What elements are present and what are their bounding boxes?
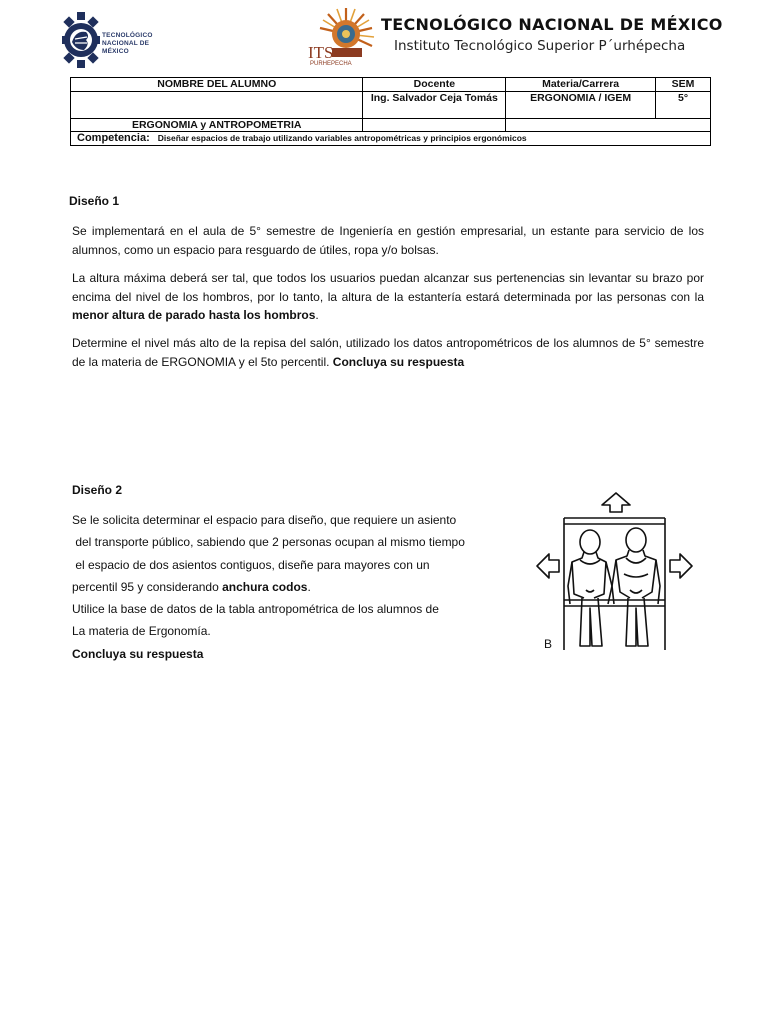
diseno2-body [72,509,502,665]
materia-value: ERGONOMIA / IGEM [506,91,656,118]
student-info-table [70,77,711,146]
diseno2-line-4-text: percentil 95 y considerando [72,579,223,594]
docente-value: Ing. Salvador Ceja Tomás [363,91,506,118]
diseno1-paragraph-1: Se implementará en el aula de 5° semestre de Ingeniería en gestión empresarial, un estante para servicio de los alumnos, como un espacio para resguardo de útiles, ropa y/o bolsas. [72,224,704,257]
its-logo-subtext: PURHEPECHA [310,61,352,66]
table-topic-row [71,118,711,132]
tecnm-logo-line2: NACIONAL DE MÉXICO [102,40,150,55]
diseno2-line-4-end: . [307,579,311,594]
diseno1-p3-text: Determine el nivel más alto de la repisa del salón, utilizado los datos antropométricos de los alumnos de 5° semestre de la materia de ERGONOMIA y el 5to percentil. [72,336,704,369]
table-values-row [71,91,711,118]
seated-persons-figure [532,490,696,654]
competencia-cell [71,132,711,146]
table-competencia-row [71,132,711,146]
institution-title: TECNOLÓGICO NACIONAL DE MÉXICO [381,15,723,34]
diseno2-line-2: del transporte público, sabiendo que 2 personas ocupan al mismo tiempo [72,535,465,550]
diseno2-line-6: La materia de Ergonomía. [72,624,211,639]
header-materia-carrera: Materia/Carrera [506,78,656,92]
header-nombre-alumno: NOMBRE DEL ALUMNO [71,78,363,92]
arrow-up-icon [602,493,630,512]
diseno1-heading: Diseño 1 [69,194,120,208]
competencia-text: Diseñar espacios de trabajo utilizando variables antropométricas y principios ergonómicos [157,133,527,143]
institution-subtitle: Instituto Tecnológico Superior P´urhépecha [394,38,686,54]
its-sun-emblem-icon [306,6,378,66]
arrow-left-icon [537,554,559,578]
blank-cell [506,118,711,132]
tecnm-logo-line1: TECNOLÓGICO [102,32,153,39]
diseno1-p2-end: . [315,308,319,322]
diseno2-line-3: el espacio de dos asientos contiguos, diseñe para mayores con un [72,557,430,572]
sem-value: 5° [656,91,711,118]
diseno1-p2-emphasis: menor altura de parado hasta los hombros [72,308,316,322]
its-logo [306,6,378,66]
topic-cell: ERGONOMIA y ANTROPOMETRIA [71,118,363,132]
competencia-label: Competencia: [77,132,150,144]
arrow-right-icon [670,554,692,578]
page-header [0,0,768,78]
diseno1-p3-emphasis: Concluya su respuesta [332,354,465,369]
table-header-row [71,78,711,92]
diseno2-line-7: Concluya su respuesta [72,646,204,661]
diseno2-heading: Diseño 2 [72,483,123,497]
diseno1-paragraph-3 [72,334,704,371]
header-docente: Docente [363,78,506,92]
figure-label-b: B [544,637,553,651]
diseno1-paragraph-2 [72,269,704,325]
header-sem: SEM [656,78,711,92]
tecnm-logo [62,12,172,68]
diseno2-line-4 [72,576,502,598]
diseno1-p2-text: La altura máxima deberá ser tal, que todos los usuarios puedan alcanzar sus pertenencias sin levantar su brazo por encima del nivel de los hombros, por lo tanto, la altura de la estantería estará determinada por las personas con la [72,271,704,304]
student-name-cell[interactable] [71,91,363,118]
diseno2-line-5: Utilice la base de datos de la tabla antropométrica de los alumnos de [72,602,439,617]
diseno2-line-1: Se le solicita determinar el espacio para diseño, que requiere un asiento [72,513,457,527]
blank-cell [363,118,506,132]
its-logo-text: ITS [308,43,334,62]
diseno2-line-4-emphasis: anchura codos [222,579,308,594]
tecnm-gear-icon [62,12,102,68]
